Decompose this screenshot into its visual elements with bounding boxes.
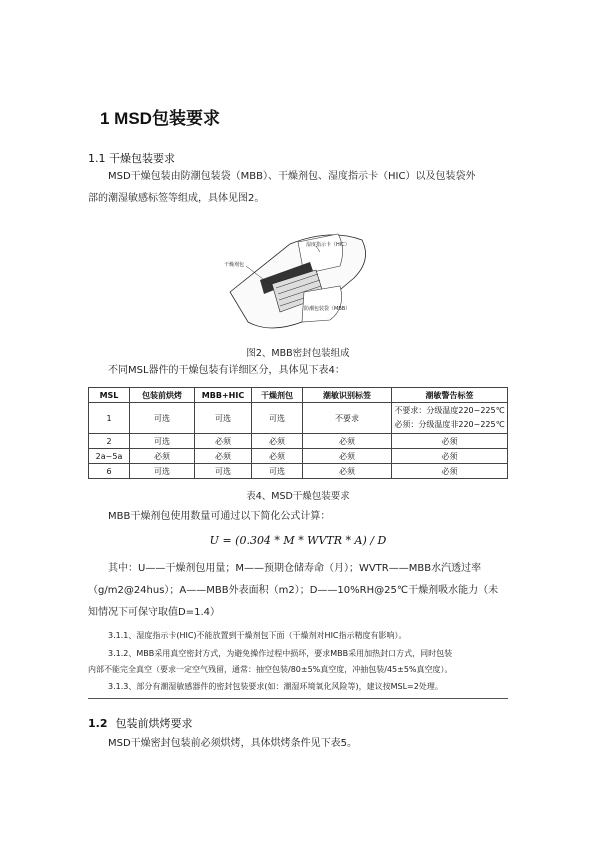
definition-line: （g/m2@24hus）；A——MBB外表面积（m2）；D——10%RH@25℃干燥剂吸水能力（未 (88, 585, 499, 596)
paragraph-line: MSD干燥包装由防潮包装袋（MBB）、干燥剂包、湿度指示卡（HIC）以及包装袋外 (108, 171, 476, 182)
cell: 2 (89, 434, 130, 449)
cell: 必须 (303, 464, 392, 479)
cell: 必须 (252, 434, 303, 449)
formula-intro: MBB干燥剂包使用数量可通过以下简化公式计算： (108, 511, 331, 522)
heading-number: 1.2 (88, 717, 108, 730)
definition-line: 其中：U——干燥剂包用量；M——预期仓储寿命（月）；WVTR——MBB水汽透过率 (108, 563, 482, 574)
cell: 不要求 (303, 403, 392, 434)
cell: 必须 (195, 449, 252, 464)
cell: 1 (89, 403, 130, 434)
cell-line: 必须：分级温度非220~225℃ (394, 420, 505, 429)
cell: 可选 (195, 403, 252, 434)
note-3-1-3: 3.1.3、部分有潮湿敏感器件的密封包装要求(如：潮湿环境氧化风险等)，建议按MSL=2处理。 (108, 682, 443, 691)
mbb-package-figure (220, 222, 376, 340)
subsection-heading-1-1: 1.1 干燥包装要求 (88, 152, 175, 165)
section-title: 1 MSD包装要求 (100, 109, 220, 128)
note-3-1-2-line1: 3.1.2、MBB采用真空密封方式，为避免操作过程中损坏，要求MBB采用加热封口方式，同时包装 (108, 649, 453, 658)
col-header: MSL (89, 388, 130, 403)
cell: 必须 (252, 449, 303, 464)
divider (88, 698, 508, 699)
figure-label-hic: 湿度指示卡（HIC） (306, 242, 350, 248)
definition-line: 知情况下可保守取值D=1.4） (88, 607, 220, 618)
heading-text: 包装前烘烤要求 (115, 717, 193, 730)
cell: 必须 (303, 434, 392, 449)
subsection-heading-1-2 (88, 715, 193, 731)
col-header: 潮敏识别标签 (303, 388, 392, 403)
col-header: 潮敏警告标签 (392, 388, 508, 403)
cell (392, 403, 508, 434)
cell: 必须 (130, 449, 195, 464)
cell-line: 不要求：分级温度220~225℃ (394, 406, 505, 415)
figure-label-mbb: 防潮包装袋（MBB） (304, 306, 351, 312)
paragraph-line: 部的潮湿敏感标签等组成，具体见图2。 (88, 193, 265, 204)
note-3-1-2-line2: 内部不能完全真空（要求一定空气残留，通常：抽空包装/80±5%真空度，冲抽包装/45±5%真空度）。 (88, 665, 453, 674)
table-intro: 不同MSL器件的干燥包装有详细区分，具体见下表4： (108, 365, 345, 376)
cell: 可选 (130, 464, 195, 479)
cell: 可选 (130, 434, 195, 449)
cell: 6 (89, 464, 130, 479)
cell: 2a~5a (89, 449, 130, 464)
note-3-1-1: 3.1.1、湿度指示卡(HIC)不能放置到干燥剂包下面（干燥剂对HIC指示精度有影响）。 (108, 631, 407, 640)
table-row (89, 449, 508, 464)
col-header: 包装前烘烤 (130, 388, 195, 403)
cell: 可选 (252, 403, 303, 434)
cell: 必须 (392, 464, 508, 479)
cell: 必须 (195, 434, 252, 449)
table-caption: 表4、MSD干燥包装要求 (246, 491, 350, 502)
table-header-row (89, 388, 508, 403)
cell: 必须 (392, 434, 508, 449)
figure-caption: 图2、MBB密封包装组成 (246, 348, 350, 359)
cell: 必须 (303, 449, 392, 464)
table-row (89, 403, 508, 434)
msd-dry-pack-table (88, 387, 508, 479)
table-row (89, 434, 508, 449)
table-row (89, 464, 508, 479)
formula: U = (0.304 * M * WVTR * A) / D (209, 534, 387, 547)
cell: 可选 (195, 464, 252, 479)
cell: 可选 (252, 464, 303, 479)
col-header: MBB+HIC (195, 388, 252, 403)
paragraph-line: MSD干燥密封包装前必须烘烤，具体烘烤条件见下表5。 (108, 738, 358, 749)
col-header: 干燥剂包 (252, 388, 303, 403)
figure-label-desiccant: 干燥剂包 (224, 262, 245, 268)
cell: 可选 (130, 403, 195, 434)
cell: 必须 (392, 449, 508, 464)
